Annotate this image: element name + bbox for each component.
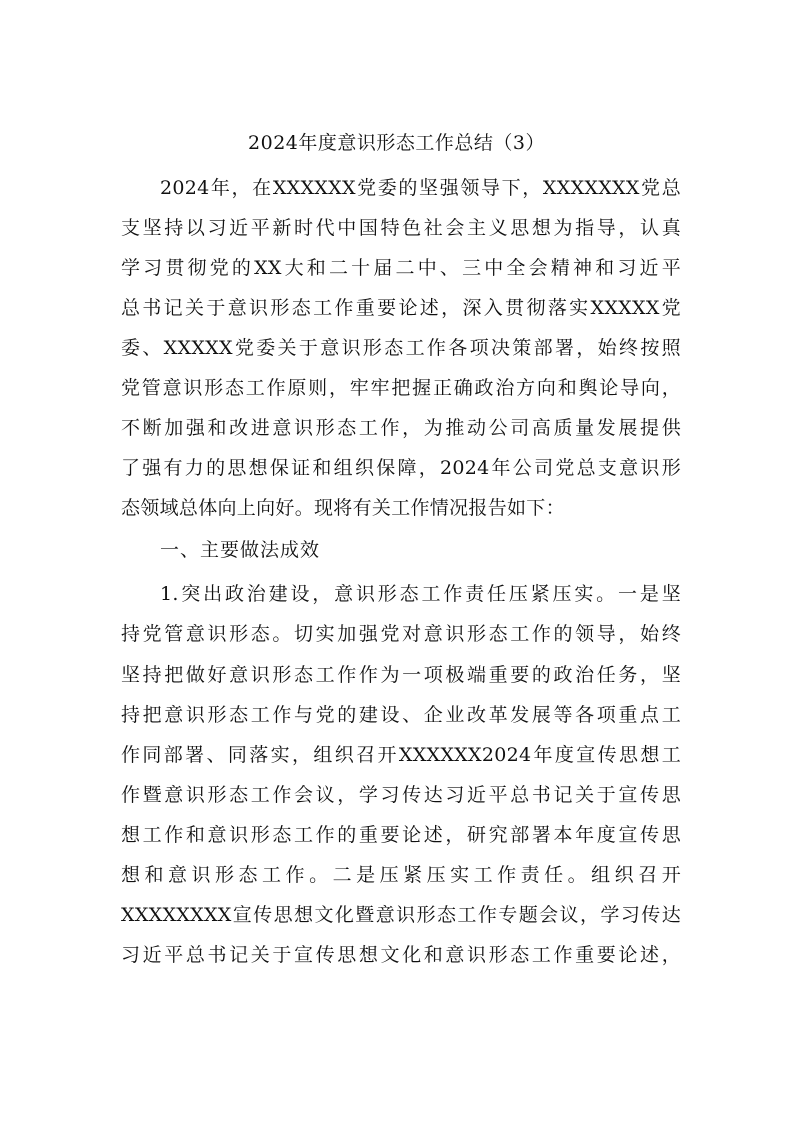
paragraph2-line-4: 持把意识形态工作与党的建设、企业改革发展等各项重点工 xyxy=(121,704,681,726)
paragraph1-line-5: 委、XXXXX党委关于意识形态工作各项决策部署，始终按照 xyxy=(121,337,681,359)
paragraph2-line-5: 作同部署、同落实，组织召开XXXXXX2024年度宣传思想工 xyxy=(121,744,681,766)
paragraph2-line-1: 1.突出政治建设，意识形态工作责任压紧压实。一是坚 xyxy=(160,583,681,605)
paragraph1-line-1: 2024年，在XXXXXX党委的坚强领导下，XXXXXXX党总 xyxy=(160,177,681,199)
document-title: 2024年度意识形态工作总结（3） xyxy=(248,132,545,154)
paragraph2-line-9: XXXXXXXX宣传思想文化暨意识形态工作专题会议，学习传达 xyxy=(121,904,681,926)
paragraph1-line-7: 不断加强和改进意识形态工作，为推动公司高质量发展提供 xyxy=(121,417,681,439)
paragraph2-line-10: 习近平总书记关于宣传思想文化和意识形态工作重要论述， xyxy=(121,944,681,966)
paragraph1-line-8: 了强有力的思想保证和组织保障，2024年公司党总支意识形 xyxy=(121,457,681,479)
paragraph2-line-6: 作暨意识形态工作会议，学习传达习近平总书记关于宣传思 xyxy=(121,784,681,806)
paragraph2-line-8: 想和意识形态工作。二是压紧压实工作责任。组织召开 xyxy=(121,864,681,886)
paragraph1-line-9: 态领域总体向上向好。现将有关工作情况报告如下： xyxy=(121,497,565,519)
paragraph1-line-6: 党管意识形态工作原则，牢牢把握正确政治方向和舆论导向， xyxy=(121,377,681,399)
section1-heading: 一、主要做法成效 xyxy=(160,539,321,561)
paragraph2-line-2: 持党管意识形态。切实加强党对意识形态工作的领导，始终 xyxy=(121,623,681,645)
paragraph2-line-7: 想工作和意识形态工作的重要论述，研究部署本年度宣传思 xyxy=(121,824,681,846)
paragraph1-line-4: 总书记关于意识形态工作重要论述，深入贯彻落实XXXXX党 xyxy=(121,297,681,319)
paragraph1-line-2: 支坚持以习近平新时代中国特色社会主义思想为指导，认真 xyxy=(121,217,681,239)
paragraph1-line-3: 学习贯彻党的XX大和二十届二中、三中全会精神和习近平 xyxy=(121,257,681,279)
paragraph2-line-3: 坚持把做好意识形态工作作为一项极端重要的政治任务，坚 xyxy=(121,664,681,686)
